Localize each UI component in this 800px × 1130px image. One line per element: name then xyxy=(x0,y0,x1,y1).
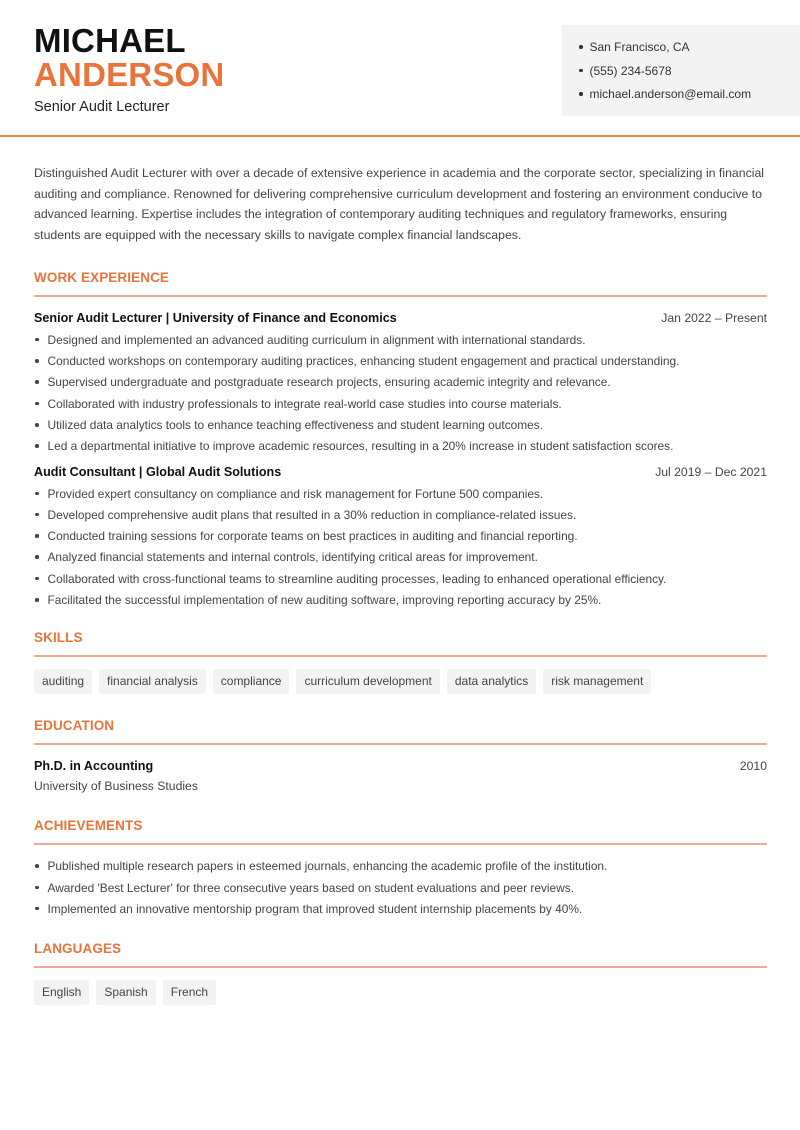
skill-chip: compliance xyxy=(213,669,290,694)
list-item: Conducted training sessions for corporate teams on best practices in auditing and financial reporting. xyxy=(34,528,767,549)
bullet-icon xyxy=(35,886,39,890)
contact-box xyxy=(562,25,800,116)
bullet-icon xyxy=(579,92,583,96)
skills-section xyxy=(34,630,767,694)
resume-header xyxy=(0,0,800,137)
skill-chip: auditing xyxy=(34,669,92,694)
achievements-section xyxy=(34,818,767,922)
list-item: Facilitated the successful implementation of new auditing software, improving reporting accuracy by 25%. xyxy=(34,592,767,613)
job-role: Senior Audit Lecturer | University of Finance and Economics xyxy=(34,310,397,325)
skill-chips xyxy=(34,669,767,694)
job-role: Audit Consultant | Global Audit Solutions xyxy=(34,464,282,479)
list-item: Led a departmental initiative to improve academic resources, resulting in a 20% increase in student satisfaction scores. xyxy=(34,438,767,459)
job-entry xyxy=(34,311,767,460)
skill-chip: curriculum development xyxy=(296,669,439,694)
list-item: Provided expert consultancy on compliance and risk management for Fortune 500 companies. xyxy=(34,486,767,507)
job-bullets xyxy=(34,486,767,614)
list-item: Analyzed financial statements and internal controls, identifying critical areas for improvement. xyxy=(34,549,767,570)
list-item: Implemented an innovative mentorship program that improved student internship placements by 40%. xyxy=(34,901,767,922)
bullet-icon xyxy=(35,577,39,581)
job-entry xyxy=(34,465,767,614)
candidate-name xyxy=(34,24,224,92)
skill-chip: data analytics xyxy=(447,669,536,694)
job-bullets xyxy=(34,332,767,460)
job-title: Senior Audit Lecturer xyxy=(34,99,170,115)
job-dates: Jan 2022 – Present xyxy=(661,310,767,325)
list-item: Conducted workshops on contemporary auditing practices, enhancing student engagement and practical understanding. xyxy=(34,353,767,374)
summary-paragraph: Distinguished Audit Lecturer with over a decade of extensive experience in academia and the corporate sector, specializing in financial auditing and compliance. Renowned for delivering comprehensive curriculum development and fostering an environment conducive to advanced learning. Expertise includes the integration of contemporary auditing techniques and regulatory frameworks, ensuring students are equipped with the necessary skills to navigate complex financial landscapes. xyxy=(34,166,765,243)
list-item: Awarded 'Best Lecturer' for three consecutive years based on student evaluations and peer reviews. xyxy=(34,880,767,901)
list-item: Published multiple research papers in esteemed journals, enhancing the academic profile of the institution. xyxy=(34,858,767,879)
section-divider xyxy=(34,743,767,745)
bullet-icon xyxy=(35,513,39,517)
job-dates: Jul 2019 – Dec 2021 xyxy=(655,464,767,479)
section-title-skills: SKILLS xyxy=(34,630,83,646)
skill-chip: risk management xyxy=(543,669,651,694)
list-item: Developed comprehensive audit plans that resulted in a 30% reduction in compliance-related issues. xyxy=(34,507,767,528)
list-item: Collaborated with cross-functional teams to streamline auditing processes, leading to enhanced operational efficiency. xyxy=(34,571,767,592)
contact-location: San Francisco, CA xyxy=(579,39,800,63)
bullet-icon xyxy=(35,555,39,559)
bullet-icon xyxy=(579,69,583,73)
list-item: Collaborated with industry professionals to integrate real-world case studies into course materials. xyxy=(34,396,767,417)
section-title-languages: LANGUAGES xyxy=(34,941,122,957)
bullet-icon xyxy=(35,598,39,602)
first-name: MICHAEL xyxy=(34,22,186,59)
section-title-work: WORK EXPERIENCE xyxy=(34,269,170,285)
language-chip: English xyxy=(34,980,89,1005)
bullet-icon xyxy=(35,534,39,538)
language-chip: French xyxy=(163,980,216,1005)
section-title-achievements: ACHIEVEMENTS xyxy=(34,818,143,834)
last-name: ANDERSON xyxy=(34,56,225,93)
skill-chip: financial analysis xyxy=(99,669,206,694)
contact-phone: (555) 234-5678 xyxy=(579,63,800,87)
section-divider xyxy=(34,655,767,657)
bullet-icon xyxy=(35,444,39,448)
contact-email: michael.anderson@email.com xyxy=(579,86,800,110)
bullet-icon xyxy=(35,864,39,868)
section-title-education: EDUCATION xyxy=(34,718,115,734)
bullet-icon xyxy=(35,338,39,342)
bullet-icon xyxy=(35,402,39,406)
education-year: 2010 xyxy=(739,759,767,774)
list-item: Utilized data analytics tools to enhance teaching effectiveness and student learning outcomes. xyxy=(34,417,767,438)
bullet-icon xyxy=(35,907,39,911)
language-chip: Spanish xyxy=(96,980,155,1005)
section-divider xyxy=(34,843,767,845)
bullet-icon xyxy=(35,380,39,384)
languages-section xyxy=(34,941,767,1005)
education-school: University of Business Studies xyxy=(34,779,198,794)
bullet-icon xyxy=(35,359,39,363)
bullet-icon xyxy=(35,492,39,496)
bullet-icon xyxy=(579,45,583,49)
achievement-bullets xyxy=(34,858,767,922)
work-section xyxy=(34,270,767,614)
language-chips xyxy=(34,980,767,1005)
education-degree: Ph.D. in Accounting xyxy=(34,759,154,774)
bullet-icon xyxy=(35,423,39,427)
section-divider xyxy=(34,966,767,968)
list-item: Designed and implemented an advanced auditing curriculum in alignment with international standards. xyxy=(34,332,767,353)
section-divider xyxy=(34,295,767,297)
list-item: Supervised undergraduate and postgraduate research projects, ensuring academic integrity and relevance. xyxy=(34,374,767,395)
resume-body xyxy=(34,137,767,1005)
education-section xyxy=(34,718,767,793)
